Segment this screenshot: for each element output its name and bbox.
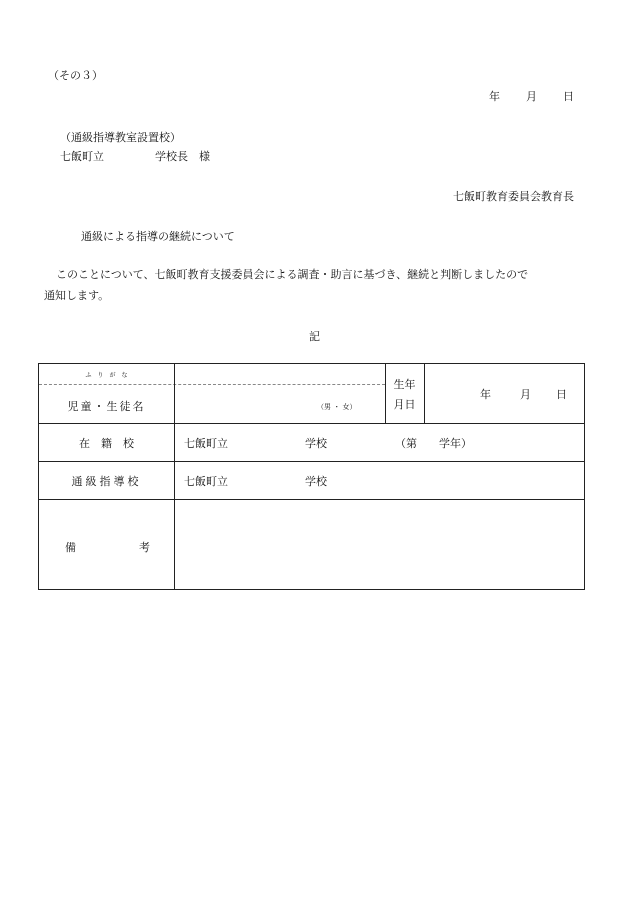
- date-day: 日: [563, 90, 574, 103]
- form-number: （その３）: [48, 69, 103, 82]
- name-label: 児童・生徒名: [67, 400, 146, 413]
- birth-label-2: 月日: [393, 398, 416, 411]
- gender-field: （男 ・ 女）: [317, 403, 357, 411]
- tsukyu-town: 七飯町立: [184, 475, 228, 488]
- enrolled-grade-close: 学年）: [439, 437, 472, 450]
- date-month: 月: [526, 90, 537, 103]
- enrolled-school: 学校: [305, 437, 327, 450]
- enrolled-town: 七飯町立: [184, 437, 228, 450]
- addressee-school-type: （通級指導教室設置校）: [60, 131, 181, 144]
- remarks-label-2: 考: [139, 541, 150, 554]
- remarks-field[interactable]: [175, 500, 584, 589]
- furigana-label: ふ り が な: [85, 372, 128, 379]
- birth-label-left-divider: [385, 364, 386, 423]
- ki-heading: 記: [309, 330, 320, 343]
- addressee-town: 七飯町立: [60, 150, 104, 163]
- enrolled-grade-open: （第: [395, 437, 417, 450]
- sender: 七飯町教育委員会教育長: [453, 190, 574, 203]
- body-line-1: このことについて、七飯町教育支援委員会による調査・助言に基づき、継続と判断しましたので: [56, 268, 529, 281]
- birth-month: 月: [520, 388, 531, 401]
- birth-day: 日: [556, 388, 567, 401]
- birth-year: 年: [480, 388, 491, 401]
- remarks-label-1: 備: [65, 541, 76, 554]
- body-line-2: 通知します。: [44, 289, 110, 302]
- tsukyu-label: 通級指導校: [71, 475, 142, 488]
- row-divider-2: [39, 461, 584, 462]
- student-info-table: [38, 363, 585, 590]
- furigana-divider: [39, 384, 385, 385]
- row-divider-1: [39, 423, 584, 424]
- birth-label-right-divider: [424, 364, 425, 423]
- enrolled-label: 在 籍 校: [79, 437, 134, 450]
- birth-label-1: 生年: [393, 378, 416, 391]
- tsukyu-school: 学校: [305, 475, 327, 488]
- date-year: 年: [489, 90, 500, 103]
- subject: 通級による指導の継続について: [81, 230, 235, 243]
- addressee-title: 学校長 様: [155, 150, 210, 163]
